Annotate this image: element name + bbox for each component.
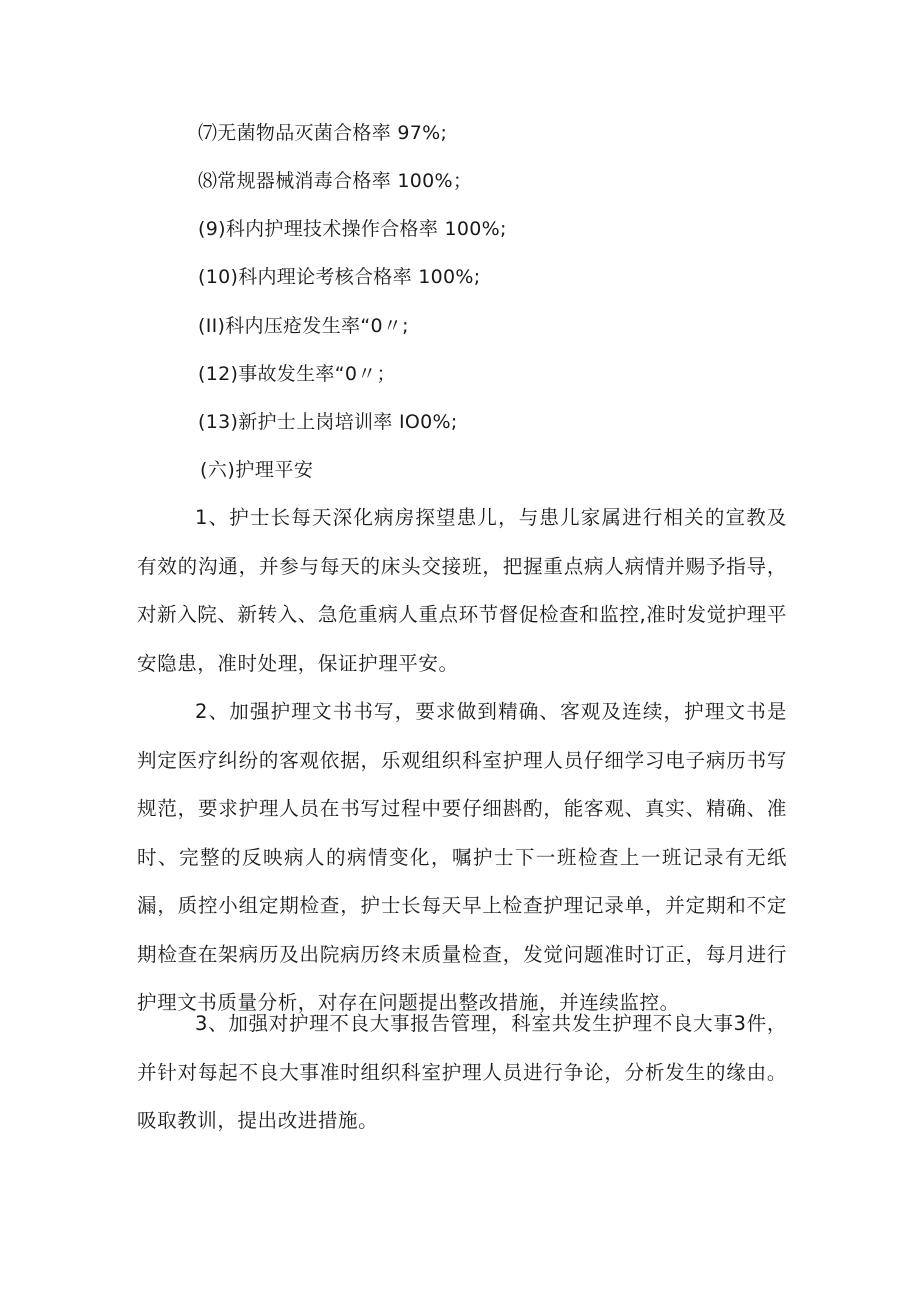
- item-new-nurse-training-rate: (13)新护士上岗培训率 IO0%;: [198, 411, 458, 433]
- paragraph-1: 1、护士长每天深化病房探望患儿，与患儿家属进行相关的宣教及有效的沟通，并参与每天的床头交接班，把握重点病人病情并赐予指导，对新入院、新转入、急危重病人重点环节督促检查和监控,准时发觉护理平安隐患，准时处理，保证护理平安。: [137, 506, 787, 675]
- item-instrument-disinfection-rate: ⑻常规器械消毒合格率 100%；: [198, 170, 473, 192]
- item-sterile-goods-rate: ⑺无菌物品灭菌合格率 97%;: [198, 122, 448, 144]
- item-accident-rate: (12)事故发生率“0〃；: [198, 363, 396, 385]
- item-theory-exam-rate: (10)科内理论考核合格率 100%;: [198, 266, 481, 288]
- paragraph-2: 2、加强护理文书书写，要求做到精确、客观及连续，护理文书是判定医疗纠纷的客观依据，乐观组织科室护理人员仔细学习电子病历书写规范，要求护理人员在书写过程中要仔细斟酌，能客观、真实、精确、准时、完整的反映病人的病情变化，嘱护士下一班检查上一班记录有无纸漏，质控小组定期检查，护士长每天早上检查护理记录单，并定期和不定期检查在架病历及出院病历终末质量检查，发觉问题准时订正，每月进行护理文书质量分析，对存在问题提出整改措施，并连续监控。: [137, 700, 787, 1014]
- item-nursing-operation-rate: (9)科内护理技术操作合格率 100%;: [198, 218, 507, 240]
- item-pressure-sore-rate: (II)科内压疮发生率“0〃;: [198, 315, 409, 337]
- section-heading: (六)护理平安: [200, 459, 314, 481]
- paragraph-3: 3、加强对护理不良大事报告管理，科室共发生护理不良大事3件，并针对每起不良大事准时组织科室护理人员进行争论，分析发生的缘由。吸取教训，提出改进措施。: [137, 1012, 787, 1132]
